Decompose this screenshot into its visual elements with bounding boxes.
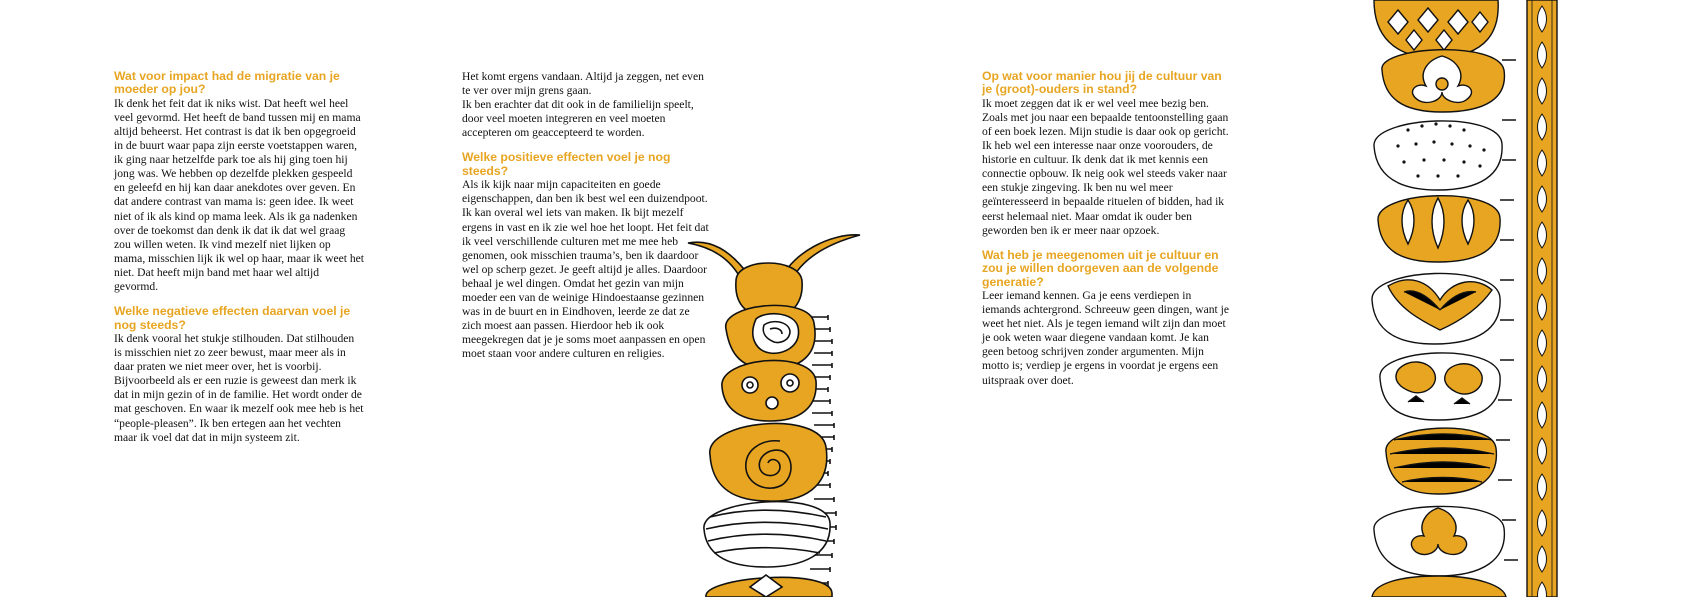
question-heading: Welke negatieve effecten daarvan voel je nog steeds? — [114, 304, 351, 332]
answer-paragraph: Ik denk vooral het stukje stilhouden. Dat stilhouden is misschien niet zo zeer bewust, maar meer als in daar praten we niet meer over, het is voorbij. Bijvoorbeeld als er een ruzie is geweest dan merk ik dat in mijn gezin of in de familie. Het wordt onder de mat geschoven. En waar ik mezelf ook mee heb is het “people-pleasen”. Ik ben ertegen aan het vechten maar ik voel dat dat in mijn systeem zit. — [114, 331, 364, 444]
caterpillar-segment — [722, 360, 816, 421]
text-column-1 — [114, 70, 364, 445]
answer-paragraph: Ik denk het feit dat ik niks wist. Dat heeft wel heel veel gevormd. Het heeft de band tussen mij en mama altijd beheerst. Het contrast is dat ik ben opgegroeid in de buurt waar papa zijn eerste voetstappen waren, ik ging naar hetzelfde park toe als hij ging toen hij jong was. We hebben op dezelfde plekken gespeeld en geleefd en hij kan daar anekdotes over geven. En dat andere contrast van mama is: geen idee. Ik weet niet of ik als kind op mama leek. Als ik ga nadenken over de toekomst dan denk ik dat ik dat wel graag zou willen weten. Ik vind mezelf niet lijken op mama, misschien lijk ik wel op haar, maar ik weet het niet. Dat heeft mijn band met haar wel altijd gevormd. — [114, 96, 365, 294]
question-heading: Wat voor impact had de migratie van je moeder op jou? — [114, 69, 340, 97]
text-column-2 — [462, 70, 710, 362]
answer-paragraph: Het komt ergens vandaan. Altijd ja zeggen, net even te ver over mijn grens gaan. Ik ben erachter dat dit ook in de familielijn speelt, door veel moeten integreren en veel moeten accepteren om geaccepteerd te worden. — [462, 70, 704, 140]
answer-paragraph: Leer iemand kennen. Ga je eens verdiepen in iemands achtergrond. Schreeuw geen dingen, want je weet het niet. Als je tegen iemand wilt zijn dan moet je ook weten waar diegene vandaan komt. Je kan geen betoog schrijven zonder argumenten. Mijn motto is; verdiep je ergens in voordat je ergens een uitspraak over doet. — [982, 288, 1230, 387]
question-heading: Welke positieve effecten voel je nog steeds? — [462, 150, 671, 178]
answer-paragraph: Ik moet zeggen dat ik er wel veel mee bezig ben. Zoals met jou naar een bepaalde tentoonstelling gaan of een boek lezen. Mijn studie is daar ook op gericht. Ik heb wel een interesse naar onze voorouders, de historie en cultuur. Ik denk dat ik met kennis een connectie opbouw. Ik neig ook wel steeds vaker naar een stukje zingeving. Ik ben nu wel meer geïnteresseerd in bepaalde rituelen of bidden, had ik eerst helemaal niet. Maar omdat ik ouder ben geworden ben ik er meer naar opzoek. — [982, 96, 1229, 237]
text-column-3 — [982, 70, 1232, 388]
question-heading: Op wat voor manier hou jij de cultuur van je (groot)-ouders in stand? — [982, 69, 1222, 97]
caterpillar-drawing — [690, 237, 880, 597]
answer-paragraph: Als ik kijk naar mijn capaciteiten en goede eigenschappen, dan ben ik best wel een duizendpoot. Ik kan overal wel iets van maken. Ik bijt mezelf ergens in vast en ik zie wel hoe het loopt. Het feit dat ik veel verschillende culturen met me mee heb genomen, ook misschien trauma’s, ben ik daardoor wel op scherp gezet. Je geeft altijd je alles. Daardoor behaal je wel dingen. Omdat het gezin van mijn moeder een van de weinige Hindoestaanse gezinnen was in de buurt en in Eindhoven, leerde ze dat ze zich moest aan passen. Hierdoor heb ik ook meegekregen dat je je soms moet aanpassen en open moet staan voor andere culturen en religies. — [462, 178, 709, 361]
border-strip — [1523, 0, 1563, 597]
question-heading: Wat heb je meegenomen uit je cultuur en zou je willen doorgeven aan de volgende generatie? — [982, 247, 1219, 289]
decorative-column — [1368, 0, 1518, 597]
